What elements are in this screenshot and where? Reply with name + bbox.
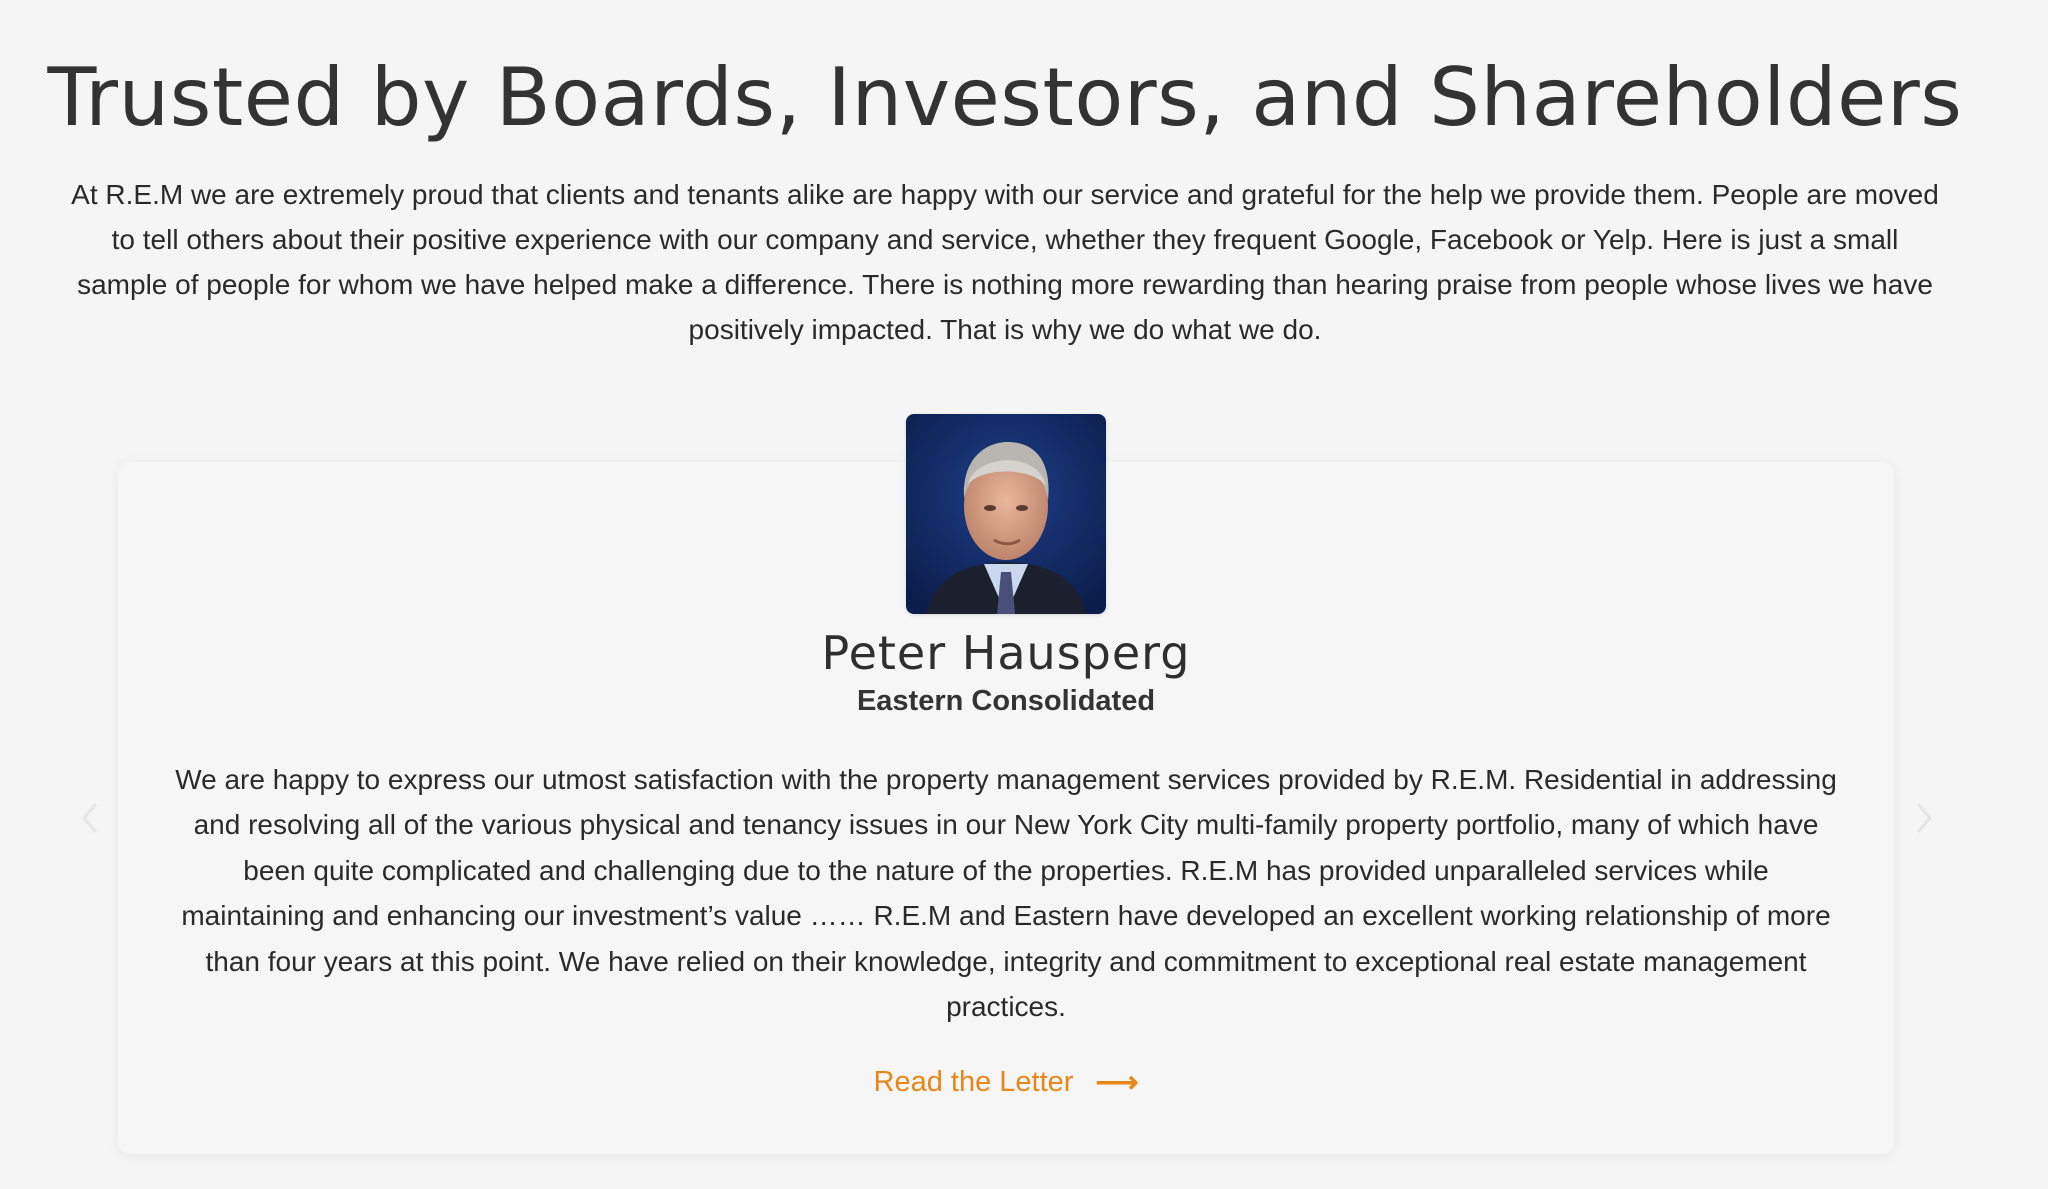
chevron-left-icon: [81, 801, 99, 835]
read-letter-label: Read the Letter: [873, 1066, 1074, 1098]
arrow-right-icon: ⟶: [1095, 1066, 1139, 1099]
chevron-right-icon: [1915, 801, 1933, 835]
avatar: [906, 414, 1106, 614]
testimonial-company: Eastern Consolidated: [856, 685, 1156, 717]
carousel-next-button[interactable]: [1904, 796, 1944, 840]
intro-paragraph: At R.E.M we are extremely proud that clients and tenants alike are happy with our service and grateful for the help we provide them. People are moved to tell others about their positive experience with our company and service, whether they frequent Google, Facebook or Yelp. Here is just a small sample of people for whom we have helped make a difference. There is nothing more rewarding than hearing praise from people whose lives we have positively impacted. That is why we do what we do.: [71, 179, 1939, 345]
read-letter-link[interactable]: [0, 1060, 2012, 1105]
page-title: Trusted by Boards, Investors, and Shareholders: [47, 51, 1963, 144]
testimonial-quote: We are happy to express our utmost satisfaction with the property management services provided by R.E.M. Residential in addressing and resolving all of the various physical and tenancy issues in our New York City multi-family property portfolio, many of which have been quite complicated and challenging due to the nature of the properties. R.E.M has provided unparalleled services while maintaining and enhancing our investment’s value …… R.E.M and Eastern have developed an excellent working relationship of more than four years at this point. We have relied on their knowledge, integrity and commitment to exceptional real estate management practices.: [175, 764, 1837, 1023]
portrait-image: [906, 414, 1106, 614]
carousel-prev-button[interactable]: [70, 796, 110, 840]
testimonial-name: Peter Hausperg: [821, 626, 1191, 680]
